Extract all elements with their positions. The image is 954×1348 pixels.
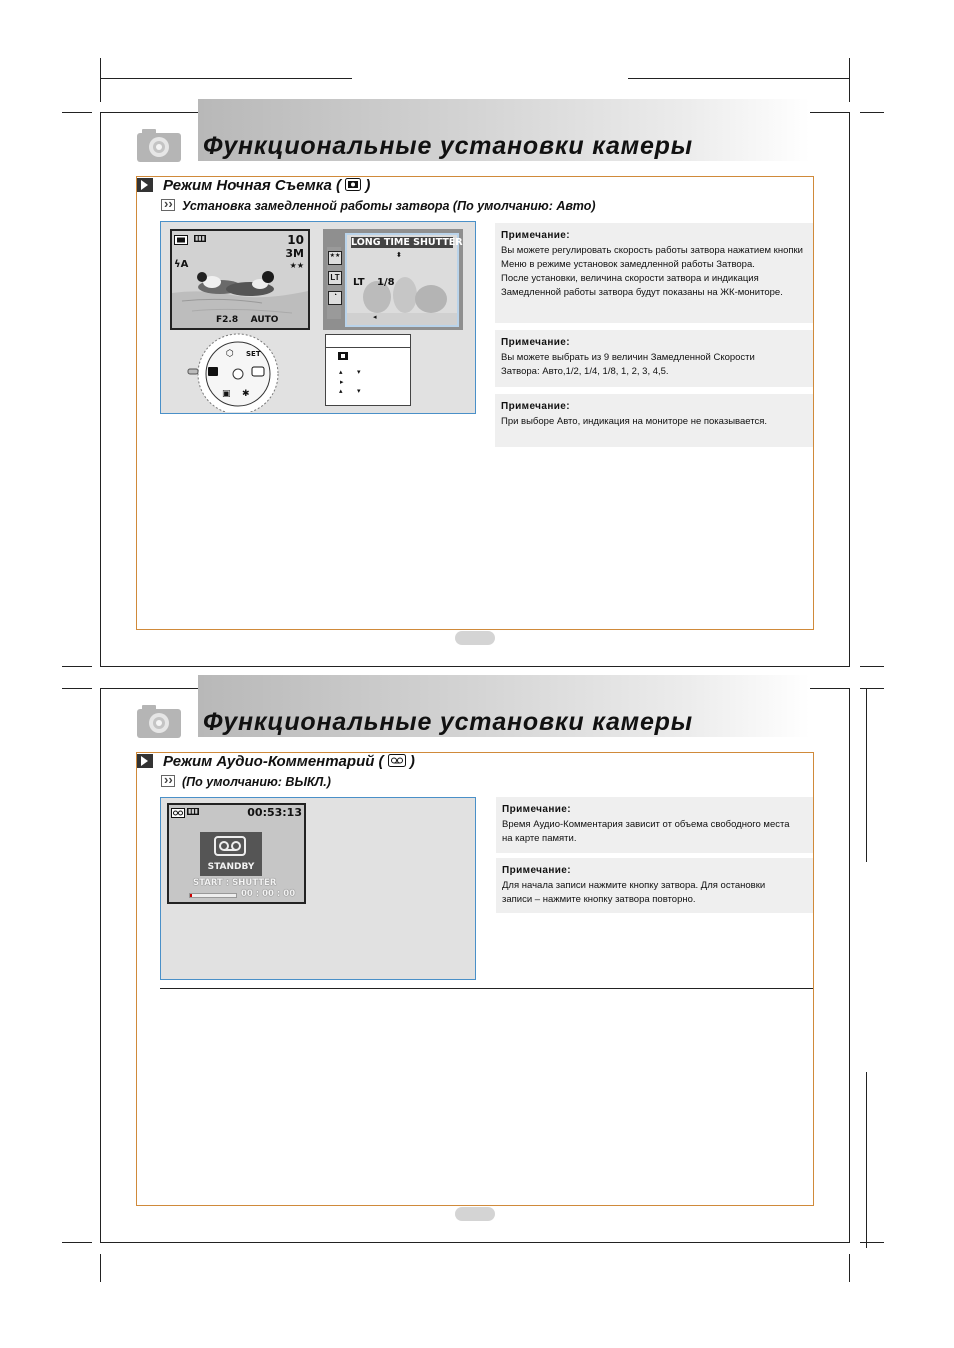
divider: [160, 988, 813, 989]
voice-memo-icon: [171, 808, 185, 818]
crop-mark: [62, 688, 92, 689]
shot-count: 10: [287, 233, 304, 247]
voice-memo-icon: [388, 754, 406, 767]
note-line: Вы можете регулировать скорость работы затвора нажатием кнопки: [501, 245, 803, 256]
note-line: на карте памяти.: [502, 833, 577, 844]
mode-dial-icon: [186, 332, 282, 412]
camera-icon: [137, 704, 181, 738]
lcd-menu-title: LONG TIME SHUTTER: [351, 237, 463, 248]
note-box: [496, 858, 813, 913]
lcd-preview: [170, 229, 310, 330]
note-line: Затвора: Авто,1/2, 1/4, 1/8, 1, 2, 3, 4,5.: [501, 366, 669, 377]
note-box: [495, 330, 813, 387]
note-line: Для начала записи нажмите кнопку затвора. Для остановки: [502, 880, 766, 891]
record-progress-bar: [189, 893, 237, 898]
note-title: Примечание:: [501, 337, 570, 348]
note-line: Меню в режиме установок замедленной работы Затвора.: [501, 259, 755, 270]
crop-mark: [866, 1072, 867, 1248]
crop-mark: [860, 112, 884, 113]
up-arrow-icon: ▴: [339, 388, 343, 395]
svg-text:▣: ▣: [222, 389, 231, 399]
remaining-time: 00:53:13: [247, 806, 302, 819]
note-box: [496, 797, 813, 853]
timer-icon: ◔: [328, 291, 342, 305]
section-title: Режим Аудио-Комментарий ( ): [163, 753, 415, 770]
page-number-tab: [455, 1207, 495, 1221]
note-line: записи – нажмите кнопку затвора повторно.: [502, 894, 696, 905]
page-title: Функциональные установки камеры: [203, 132, 693, 160]
lcd-menu-frame: [323, 229, 463, 330]
lcd-voice-memo: [167, 803, 306, 904]
battery-icon: ▮▮▮: [188, 808, 198, 815]
crop-mark: [866, 688, 867, 862]
note-title: Примечание:: [501, 401, 570, 412]
right-arrow-icon: ▸: [340, 379, 344, 386]
note-title: Примечание:: [502, 865, 571, 876]
flash-indicator: ϟA: [174, 259, 189, 270]
crop-mark: [849, 1254, 850, 1282]
top-rule-right: [628, 78, 850, 79]
note-line: При выборе Авто, индикация на мониторе не показывается.: [501, 416, 767, 427]
svg-text:⬡: ⬡: [226, 349, 234, 359]
long-time-icon: LT: [328, 271, 342, 285]
note-box: [495, 394, 813, 447]
camera-icon: [137, 128, 181, 162]
resolution: 3M: [285, 247, 304, 260]
note-title: Примечание:: [502, 804, 571, 815]
down-arrow-icon: ▾: [357, 369, 361, 376]
voice-memo-icon: [214, 836, 246, 856]
record-progress-fill: [190, 894, 192, 897]
crop-mark: [100, 58, 101, 102]
crop-mark: [100, 1254, 101, 1282]
svg-text:✱: ✱: [242, 389, 250, 399]
subsection-title: (По умолчанию: ВЫКЛ.): [182, 775, 331, 789]
svg-text:SET: SET: [246, 350, 261, 358]
crop-mark: [62, 1242, 92, 1243]
note-line: После установки, величина скорости затвора и индикация: [501, 273, 759, 284]
quality: ★★: [289, 261, 304, 270]
section-title: Режим Ночная Съемка ( ): [163, 177, 371, 194]
crop-mark: [849, 58, 850, 102]
battery-icon: ▮▮▮: [195, 235, 205, 242]
up-arrow-icon: ▴: [339, 369, 343, 376]
elapsed-time: 00 : 00 : 00: [241, 889, 296, 899]
subsection-arrow-icon: [161, 775, 175, 787]
top-rule-left: [100, 78, 352, 79]
subsection-title: Установка замедленной работы затвора (По умолчанию: Авто): [182, 199, 596, 213]
lcd-menu: [345, 233, 463, 327]
night-mode-icon: [345, 178, 361, 191]
start-shutter-label: START : SHUTTER: [193, 878, 277, 888]
lcd-menu-item-label[interactable]: LT: [353, 277, 365, 288]
night-mode-icon: [338, 352, 348, 360]
standby-block: [200, 832, 262, 876]
section-arrow-icon: [137, 754, 153, 768]
button-legend: [325, 334, 411, 406]
crop-mark: [860, 1242, 884, 1243]
standby-label: STANDBY: [207, 862, 255, 872]
crop-mark: [860, 666, 884, 667]
note-line: Время Аудио-Комментария зависит от объема свободного места: [502, 819, 790, 830]
section-arrow-icon: [137, 178, 153, 192]
crop-mark: [860, 688, 884, 689]
lcd-status-bar: F2.8 AUTO: [216, 315, 279, 325]
page-title: Функциональные установки камеры: [203, 708, 693, 736]
night-mode-icon: [174, 235, 188, 245]
note-box: [495, 223, 813, 323]
crop-mark: [62, 666, 92, 667]
note-line: Замедленной работы затвора будут показаны на ЖК-мониторе.: [501, 287, 783, 298]
page-number-tab: [455, 631, 495, 645]
night-icon: ★★: [328, 251, 342, 265]
up-down-icon: ⬍: [396, 251, 402, 259]
note-title: Примечание:: [501, 230, 570, 241]
down-arrow-icon: ▾: [357, 388, 361, 395]
crop-mark: [62, 112, 92, 113]
note-line: Вы можете выбрать из 9 величин Замедленной Скорости: [501, 352, 755, 363]
lcd-menu-item-value[interactable]: 1/8: [377, 277, 395, 288]
back-arrow-icon: ◂: [373, 313, 377, 321]
subsection-arrow-icon: [161, 199, 175, 211]
